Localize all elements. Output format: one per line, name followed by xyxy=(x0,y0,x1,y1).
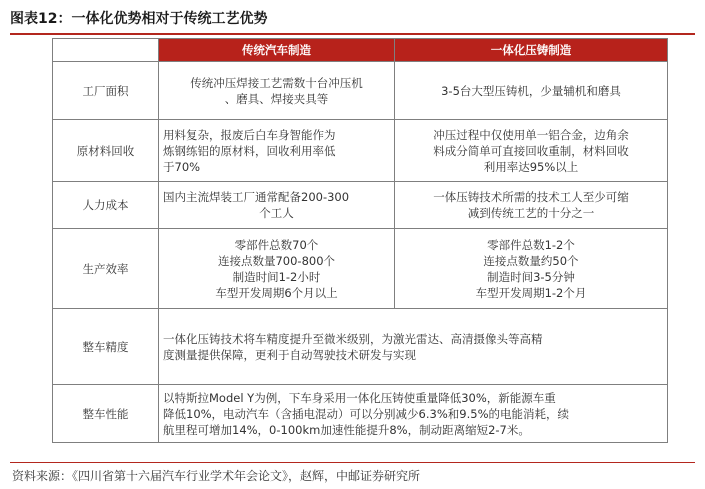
cell-line: 传统冲压焊接工艺需数十台冲压机 xyxy=(190,75,363,90)
row-label-vehicle-performance: 整车性能 xyxy=(53,385,159,443)
table-row xyxy=(53,182,668,229)
cell-integrated xyxy=(395,182,668,229)
figure-title: 图表12：一体化优势相对于传统工艺优势 xyxy=(10,11,268,27)
title-rule xyxy=(10,33,695,35)
cell-line: 航里程可增加14%，0-100km加速性能提升8%，制动距离缩短2-7米。 xyxy=(163,422,530,437)
cell-line: 利用率达95%以上 xyxy=(483,159,579,174)
table-row xyxy=(53,385,668,443)
source-rule xyxy=(10,462,695,463)
cell-line: 个工人 xyxy=(259,206,294,220)
cell-line: 冲压过程中仅使用单一铝合金，边角余 xyxy=(433,127,629,142)
cell-traditional xyxy=(159,62,395,120)
cell-line: 以特斯拉Model Y为例，下车身采用一体化压铸使重量降低30%，新能源车重 xyxy=(163,390,556,405)
cell-line: 降低10%，电动汽车（含插电混动）可以分别减少6.3%和9.5%的电能消耗，续 xyxy=(163,406,569,421)
cell-line: 连接点数量700-800个 xyxy=(217,253,336,268)
cell-line: 零部件总数70个 xyxy=(234,237,319,252)
header-blank-cell xyxy=(53,39,159,62)
cell-line: 于70% xyxy=(163,159,201,174)
cell-line: 、磨具、焊接夹具等 xyxy=(224,91,329,106)
cell-line: 连接点数量约50个 xyxy=(483,253,579,268)
header-traditional: 传统汽车制造 xyxy=(159,39,395,62)
table-row xyxy=(53,229,668,309)
cell-integrated xyxy=(395,229,668,309)
cell-line: 3-5台大型压铸机，少量辅机和磨具 xyxy=(441,83,621,98)
cell-line: 制造时间1-2小时 xyxy=(232,269,321,284)
row-label-production-efficiency: 生产效率 xyxy=(53,229,159,309)
cell-line: 车型开发周期1-2个月 xyxy=(475,285,587,300)
table-row xyxy=(53,309,668,385)
comparison-table xyxy=(52,38,668,443)
cell-line: 国内主流焊装工厂通常配备200-300 xyxy=(163,190,350,204)
row-label-labor-cost: 人力成本 xyxy=(53,182,159,229)
table-row xyxy=(53,62,668,120)
cell-integrated xyxy=(395,62,668,120)
cell-line: 料成分简单可直接回收重制，材料回收 xyxy=(433,143,629,158)
row-label-factory-area: 工厂面积 xyxy=(53,62,159,120)
cell-traditional xyxy=(159,229,395,309)
cell-line: 度测量提供保障，更利于自动驾驶技术研发与实现 xyxy=(163,347,416,362)
row-label-vehicle-precision: 整车精度 xyxy=(53,309,159,385)
cell-line: 制造时间3-5分钟 xyxy=(487,269,575,284)
source-note: 资料来源：《四川省第十六届汽车行业学术年会论文》，赵辉，中邮证券研究所 xyxy=(12,469,421,483)
cell-traditional xyxy=(159,120,395,182)
table-header-row xyxy=(53,39,668,62)
header-integrated: 一体化压铸制造 xyxy=(395,39,668,62)
table-row xyxy=(53,120,668,182)
cell-merged xyxy=(159,385,668,443)
cell-line: 零部件总数1-2个 xyxy=(487,237,575,252)
cell-line: 用料复杂，报废后白车身智能作为 xyxy=(163,127,336,142)
cell-integrated xyxy=(395,120,668,182)
cell-line: 一体化压铸技术将车精度提升至微米级别，为激光雷达、高清摄像头等高精 xyxy=(163,331,543,346)
cell-line: 减到传统工艺的十分之一 xyxy=(467,206,595,220)
cell-traditional xyxy=(159,182,395,229)
cell-line: 一体压铸技术所需的技术工人至少可缩 xyxy=(433,190,629,204)
cell-line: 车型开发周期6个月以上 xyxy=(215,285,338,300)
cell-merged xyxy=(159,309,668,385)
row-label-material-recycling: 原材料回收 xyxy=(53,120,159,182)
cell-line: 炼钢练铝的原材料，回收利用率低 xyxy=(163,143,336,158)
